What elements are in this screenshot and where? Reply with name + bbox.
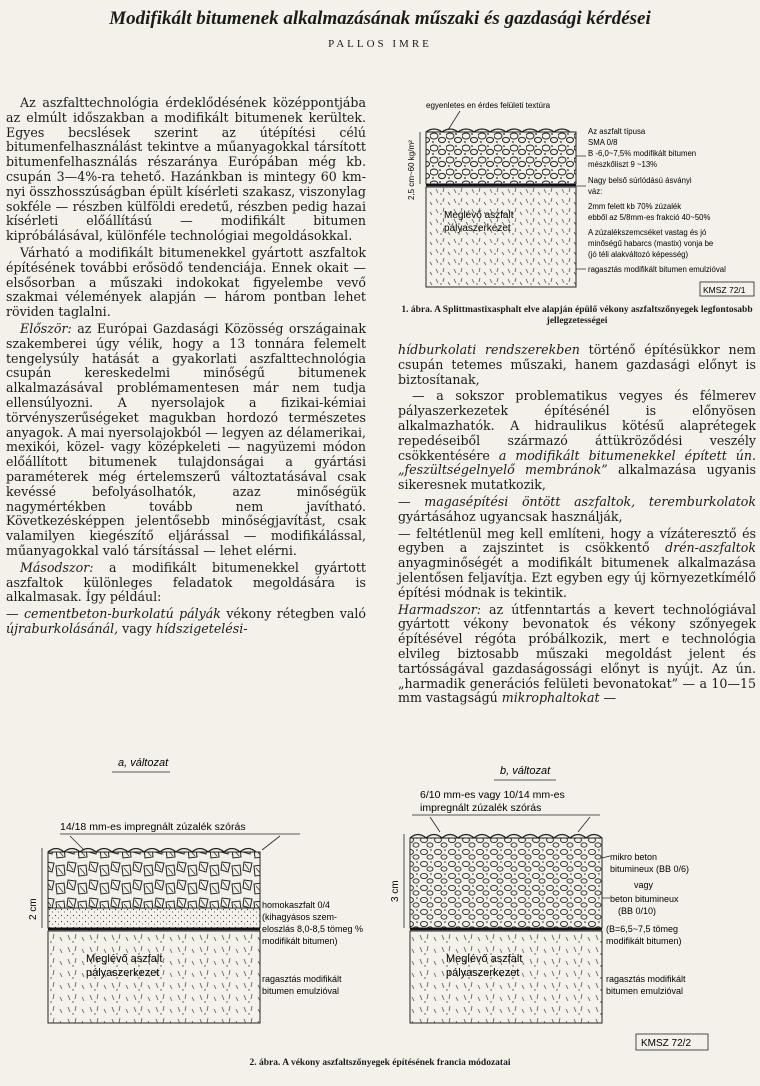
- fig2-a-thickness: 2 cm: [28, 898, 39, 920]
- paragraph-8: — magasépítési öntött aszfaltok, teremburkolatok gyártásához ugyancsak használják,: [398, 493, 756, 524]
- fig2-a-base-line2: pályaszerkezet: [86, 967, 160, 979]
- paragraph-4-lead: Másodszor:: [20, 559, 94, 575]
- fig1-note: minőségű habarcs (mastix) vonja be: [588, 239, 714, 248]
- fig1-thickness: 2,5 cm~60 kg/m²: [407, 140, 416, 200]
- fig1-note: mészkőliszt 9 ~13%: [588, 160, 658, 169]
- fig2-a-title: a, változat: [118, 757, 169, 769]
- fig1-base-line2: pályaszerkezet: [444, 223, 511, 234]
- paragraph-9: — feltétlenül meg kell említeni, hogy a vízáteresztő és egyben a zajszintet is csökkentő drén-aszfaltok anyagminőségét a modifikált bitumenek alkalmazása jelentősen feljavítja. Ezt egyben egy új környezetkímélő építési módnak is tekintik.: [398, 525, 756, 600]
- fig2-b-thickness: 3 cm: [390, 880, 401, 902]
- fig1-note: ragasztás modifikált bitumen emulzióval: [588, 265, 726, 274]
- fig1-note: váz:: [588, 187, 603, 196]
- paragraph-5: — cementbeton-burkolatú pályák vékony rétegben való újraburkolásánál, vagy hídszigetelési-: [6, 606, 366, 636]
- figure-1-caption: 1. ábra. A Splittmastixasphalt elve alapján épülő vékony aszfaltszőnyegek legfontosabb jellegzetességei: [401, 305, 753, 326]
- fig1-notes: [588, 127, 726, 274]
- fig2-b-note: beton bitumineux: [610, 894, 679, 904]
- fig1-top-label: egyenletes en érdes felületi textúra: [426, 101, 551, 110]
- fig1-note: Az aszfalt típusa: [588, 127, 646, 136]
- paragraph-2: Várható a modifikált bitumenekkel gyártott aszfaltok építésének további erősödő tendenciája. Ennek okait — elsősorban a műszaki indokokat figyelembe vevő szakmai vélemények alapján — három pontban lehet röviden taglalni.: [6, 244, 366, 320]
- figure-2: [0, 752, 760, 1056]
- fig1-code: KMSZ 72/1: [703, 285, 746, 295]
- fig2-b-top-label: 6/10 mm-es vagy 10/14 mm-es: [420, 789, 565, 801]
- fig2-b-base-line2: pályaszerkezet: [446, 967, 520, 979]
- right-column: [398, 343, 756, 708]
- fig2-b-note: mikro beton: [610, 852, 658, 862]
- fig1-note: B -6,0~7,5% modifikált bitumen: [588, 149, 697, 158]
- fig2-b-note: (BB 0/10): [618, 906, 657, 916]
- fig2-a-base-line1: Meglévő aszfalt: [86, 953, 163, 965]
- article-title: Modifikált bitumenek alkalmazásának műszaki és gazdasági kérdései: [109, 8, 651, 29]
- fig2-code: KMSZ 72/2: [641, 1038, 692, 1049]
- fig1-note: ebből az 5/8mm-es frakció 40~50%: [588, 213, 711, 222]
- fig1-base-line1: Meglévő aszfalt: [444, 210, 514, 221]
- fig2-a-note: eloszlás 8,0-8,5 tömeg %: [262, 924, 364, 934]
- paragraph-7: — a sokszor problematikus vegyes és félmerev pályaszerkezetek építésénél is előnyösen alkalmazhatók. A hidraulikus kötésű alaprétegek repedéseiből származó áttükröződési veszély csökkentésére a modifikált bitumenekkel épített ún. „feszültségelnyelő membránok” alkalmazása ugyanis sikeresnek mutatkozik,: [398, 388, 756, 493]
- fig2-a-note: (kihagyásos szem-: [262, 912, 338, 922]
- left-column: [6, 96, 366, 639]
- fig1-note: (jó téli alakváltozó képesség): [588, 250, 689, 259]
- fig1-note: Nagy belső súrlódású ásványi: [588, 176, 692, 185]
- fig2-b-note: (B=6,5~7,5 tömeg: [606, 924, 679, 934]
- fig2-a-glue: bitumen emulzióval: [262, 986, 340, 996]
- fig2-a-glue: ragasztás modifikált: [262, 974, 342, 984]
- fig2-a-note: modifikált bitumen): [262, 936, 338, 946]
- fig2-b-notes: [606, 852, 689, 996]
- fig1-note: A zúzalékszemcséket vastag és jó: [588, 228, 707, 237]
- fig2-b-top-label: impregnált zúzalék szórás: [420, 802, 542, 814]
- fig2-b-glue: bitumen emulzióval: [606, 986, 684, 996]
- paragraph-1: Az aszfalttechnológia érdeklődésének középpontjába az elmúlt időszakban a modifikált bitumenek kerültek. Egyes becslések szerint az útépítési célú bitumenfelhasználást tekintve a műanyagokkal társított bitumenfelhasználás részaránya Európában még kb. csupán 3—4%-ra tehető. Hazánkban is mintegy 60 km-nyi összhosszúságban épült kísérleti szakasz, viszonylag sokféle — részben külföldi eredetű, részben pedig hazai kísérleti előállítású — modifikált bitumen kipróbálásával, különféle technológiai megoldásokkal.: [6, 95, 366, 244]
- paragraph-10: Harmadszor: az útfenntartás a kevert technológiával gyártott vékony bevonatok és vékony szőnyegek építésével régóta próbálkozik, mert e technológia elvileg biztosabb műszaki megoldást jelent és tartósságával gazdaságossági előnyt is nyújt. Az ún. „harmadik generációs felületi bevonatokat” — a 10—15 mm vastagságú mikrophaltokat —: [398, 601, 756, 706]
- paragraph-3-lead: Először:: [20, 320, 72, 336]
- figure-1: [398, 96, 758, 302]
- fig2-a-top-label: 14/18 mm-es impregnált zúzalék szórás: [60, 821, 246, 833]
- fig2-a-notes: [262, 900, 363, 996]
- fig2-b-note: modifikált bitumen): [606, 936, 682, 946]
- fig2-b-title: b, változat: [500, 765, 551, 777]
- fig2-b-glue: ragasztás modifikált: [606, 974, 686, 984]
- paragraph-6: hídburkolati rendszerekben történő építésükkor nem csupán tetemes műszaki, hanem gazdasági előnyt is biztosítanak,: [398, 342, 756, 387]
- fig1-note: SMA 0/8: [588, 138, 618, 147]
- fig2-b-note: bitumineux (BB 0/6): [610, 864, 690, 874]
- fig2-b-note: vagy: [634, 880, 654, 890]
- paragraph-3: Először: az Európai Gazdasági Közösség országainak szakemberei úgy vélik, hogy a 13 tonnára felemelt tengelysúly hatását a gyakorlati aszfalttechnológia csupán kereskedelmi minőségű bitumenek alkalmazásával problémamentesen már nem tudja ellensúlyozni. A nyersolajok a fizikai-kémiai törvényszerűségeket magukban hordozó természetes anyagok. A mai nyersolajokból — legyen az délamerikai, mexikói, közel- vagy középkeleti — nagyüzemi módon előállított bitumenek tulajdonságai a gyártási paraméterek még értelemszerű változtatásával csak kevéssé befolyásolhatók, azaz minőségük nagymértékben tovább nem javítható. Következésképpen jelentősebb minőségjavítást, csak valamilyen kiegészítő eljárással — modifikálással, műanyagokkal való társítással — lehet elérni.: [6, 320, 366, 558]
- author-name: PALLOS IMRE: [328, 38, 432, 50]
- paragraph-4: Másodszor: a modifikált bitumenekkel gyártott aszfaltok különleges feladatok megoldására is alkalmasak. Így például:: [6, 559, 366, 605]
- fig2-a-note: homokaszfalt 0/4: [262, 900, 331, 910]
- figure-2-caption: 2. ábra. A vékony aszfaltszőnyegek építésének francia módozatai: [249, 1058, 511, 1068]
- fig1-note: 2mm felett kb 70% zúzalék: [588, 202, 682, 211]
- fig2-b-base-line1: Meglévő aszfalt: [446, 953, 523, 965]
